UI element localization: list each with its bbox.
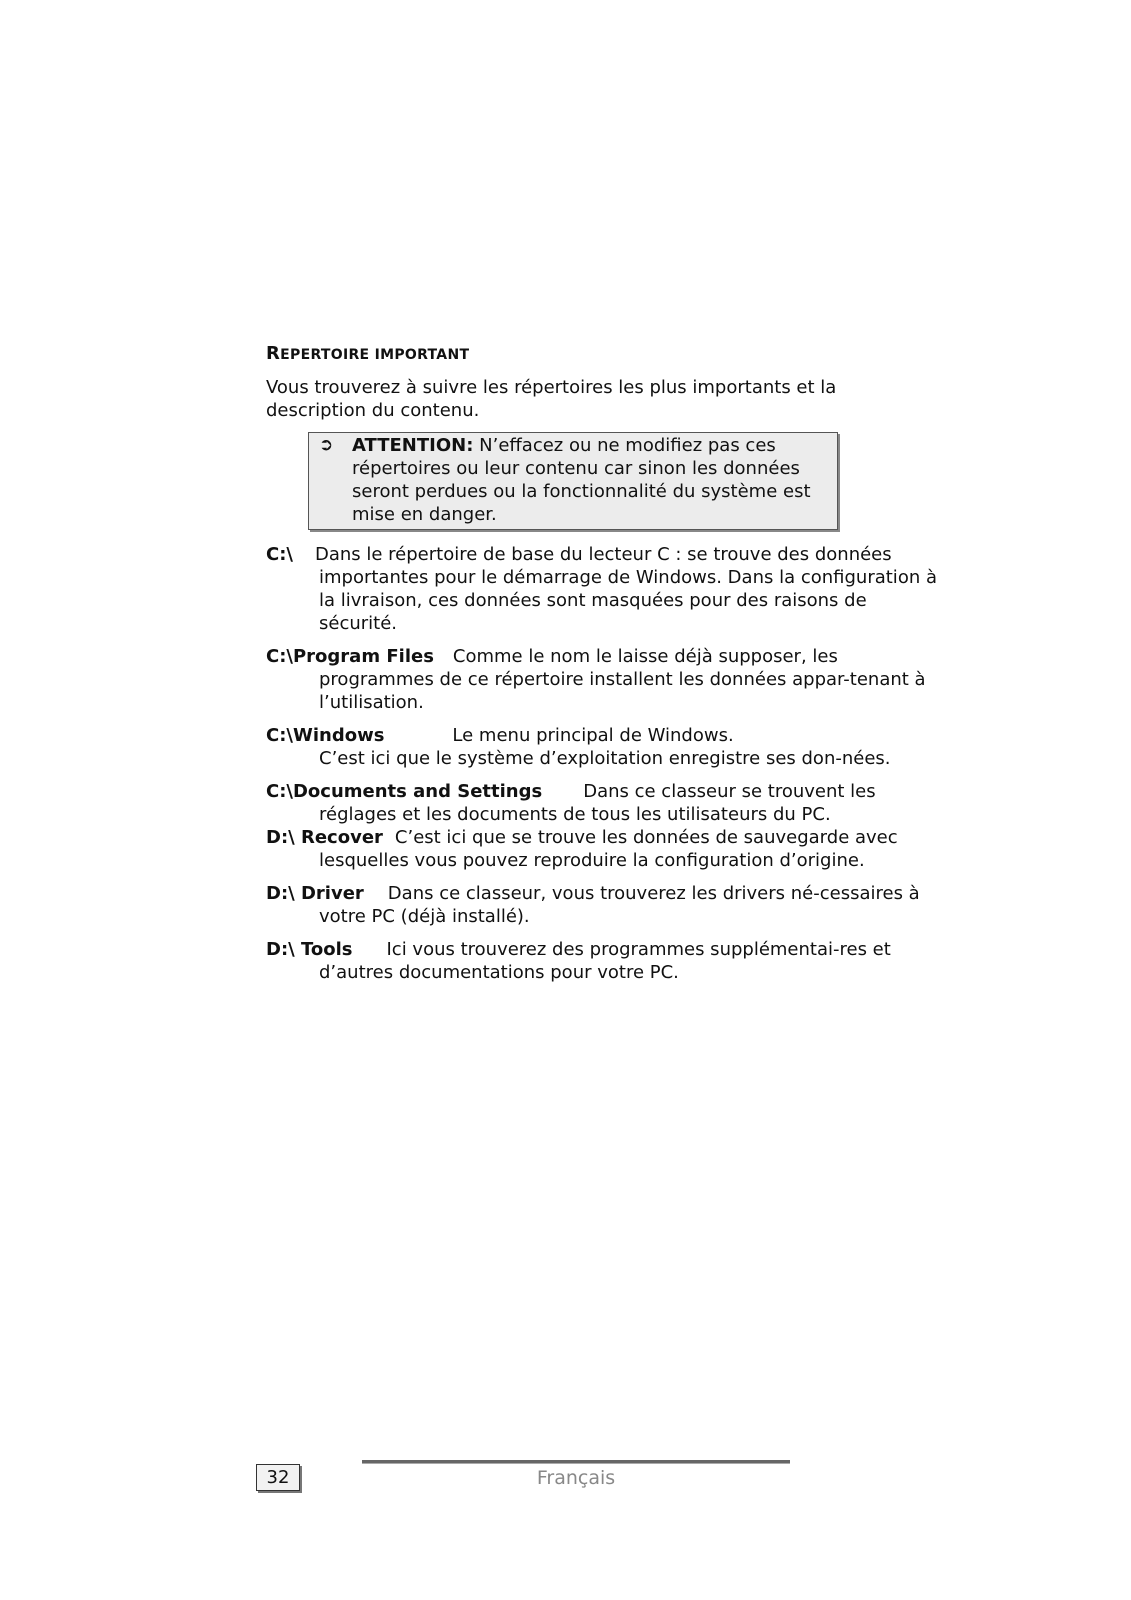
directory-path: C:\Documents and Settings [266, 781, 543, 802]
directory-description: C’est ici que se trouve les données de sauvegarde avec lesquelles vous pouvez reproduire la configuration d’origine. [319, 827, 898, 871]
directory-entry-driver [266, 882, 939, 928]
directory-entry-recover [266, 826, 939, 872]
directory-entry-documents-and-settings [266, 780, 939, 826]
directory-entry-c-root [266, 543, 939, 635]
directory-path: C:\Windows [266, 725, 385, 746]
attention-label: ATTENTION: [352, 435, 474, 456]
arrow-right-icon: ➲ [319, 435, 334, 455]
attention-box [308, 432, 838, 530]
directory-description: Dans ce classeur se trouvent les réglages et les documents de tous les utilisateurs du PC. [319, 781, 876, 825]
directory-description: Dans ce classeur, vous trouverez les drivers né-cessaires à votre PC (déjà installé). [319, 883, 920, 927]
directory-description: Ici vous trouverez des programmes supplémentai-res et d’autres documentations pour votre PC. [319, 939, 891, 983]
page-number: 32 [256, 1464, 300, 1491]
footer-rule [362, 1460, 790, 1464]
section-heading [266, 343, 886, 366]
intro-paragraph: Vous trouverez à suivre les répertoires les plus importants et la description du contenu. [266, 377, 837, 421]
directory-path: C:\ [266, 544, 293, 565]
heading-first-letter: R [266, 343, 281, 364]
directory-description: Dans le répertoire de base du lecteur C : se trouve des données importantes pour le démarrage de Windows. Dans la configuration à la livraison, ces données sont masquées pour des raisons de sécurité. [314, 544, 937, 634]
footer-language: Français [536, 1467, 616, 1489]
directory-description: Le menu principal de Windows. [452, 725, 734, 746]
heading-rest: EPERTOIRE IMPORTANT [280, 347, 470, 363]
attention-text: N’effacez ou ne modifiez pas ces répertoires ou leur contenu car sinon les données seront perdues ou la fonctionnalité du système est mise en danger. [352, 435, 811, 525]
directory-description-continued: C’est ici que le système d’exploitation enregistre ses don-nées. [319, 748, 891, 769]
page-content [266, 343, 937, 994]
directory-entry-program-files [266, 645, 939, 714]
directory-entry-tools [266, 938, 939, 984]
directory-path: C:\Program Files [266, 646, 434, 667]
directory-path: D:\ Driver [266, 883, 364, 904]
directory-path: D:\ Tools [266, 939, 353, 960]
directory-description: Comme le nom le laisse déjà supposer, les programmes de ce répertoire installent les données appar-tenant à l’utilisation. [319, 646, 926, 713]
directory-entry-windows [266, 724, 939, 770]
directory-path: D:\ Recover [266, 827, 383, 848]
